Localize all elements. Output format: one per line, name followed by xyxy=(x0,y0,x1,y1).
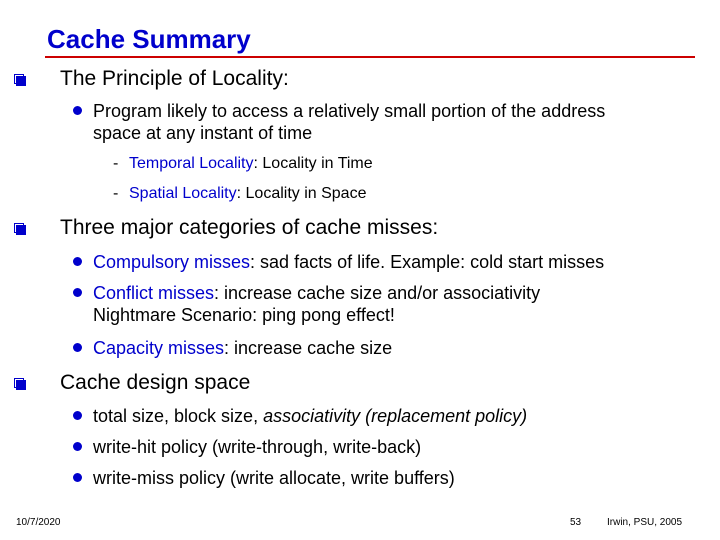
square-bullet-icon xyxy=(14,378,24,388)
title-underline xyxy=(45,56,695,58)
compulsory-misses-desc: : sad facts of life. Example: cold start misses xyxy=(250,252,605,272)
design-heading: Cache design space xyxy=(60,371,251,394)
round-bullet-icon xyxy=(73,288,82,297)
locality-point-line1: Program likely to access a relatively small portion of the address xyxy=(93,101,606,121)
round-bullet-icon xyxy=(73,411,82,420)
round-bullet-icon xyxy=(73,343,82,352)
page-number: 53 xyxy=(570,517,582,528)
locality-point-line2: space at any instant of time xyxy=(93,123,313,143)
dash-bullet-icon: - xyxy=(113,185,119,202)
square-bullet-icon xyxy=(14,223,24,233)
capacity-misses-term: Capacity misses xyxy=(93,338,225,358)
round-bullet-icon xyxy=(73,257,82,266)
design-item-3-text: write-miss policy (write allocate, write buffers) xyxy=(93,468,455,488)
locality-heading: The Principle of Locality: xyxy=(60,67,289,90)
dash-bullet-icon: - xyxy=(113,155,119,172)
slide-title: Cache Summary xyxy=(47,24,251,54)
temporal-locality-term: Temporal Locality xyxy=(129,155,254,172)
design-item-2-text: write-hit policy (write-through, write-back) xyxy=(93,437,422,457)
conflict-misses-term: Conflict misses xyxy=(93,283,215,303)
round-bullet-icon xyxy=(73,473,82,482)
misses-heading: Three major categories of cache misses: xyxy=(60,216,439,239)
footer-credit: Irwin, PSU, 2005 xyxy=(607,517,683,528)
compulsory-misses-term: Compulsory misses xyxy=(93,252,251,272)
capacity-misses-desc: : increase cache size xyxy=(224,338,393,358)
round-bullet-icon xyxy=(73,106,82,115)
spatial-locality-desc: : Locality in Space xyxy=(236,185,367,202)
design-item-1-text: total size, block size, xyxy=(93,406,264,426)
footer-date: 10/7/2020 xyxy=(16,517,61,528)
round-bullet-icon xyxy=(73,442,82,451)
spatial-locality-term: Spatial Locality xyxy=(129,185,237,202)
conflict-misses-line2: Nightmare Scenario: ping pong effect! xyxy=(93,305,395,325)
conflict-misses-desc: : increase cache size and/or associativity xyxy=(214,283,541,303)
temporal-locality-desc: : Locality in Time xyxy=(253,155,373,172)
design-item-1-italic: associativity (replacement policy) xyxy=(263,406,528,426)
square-bullet-icon xyxy=(14,74,24,84)
